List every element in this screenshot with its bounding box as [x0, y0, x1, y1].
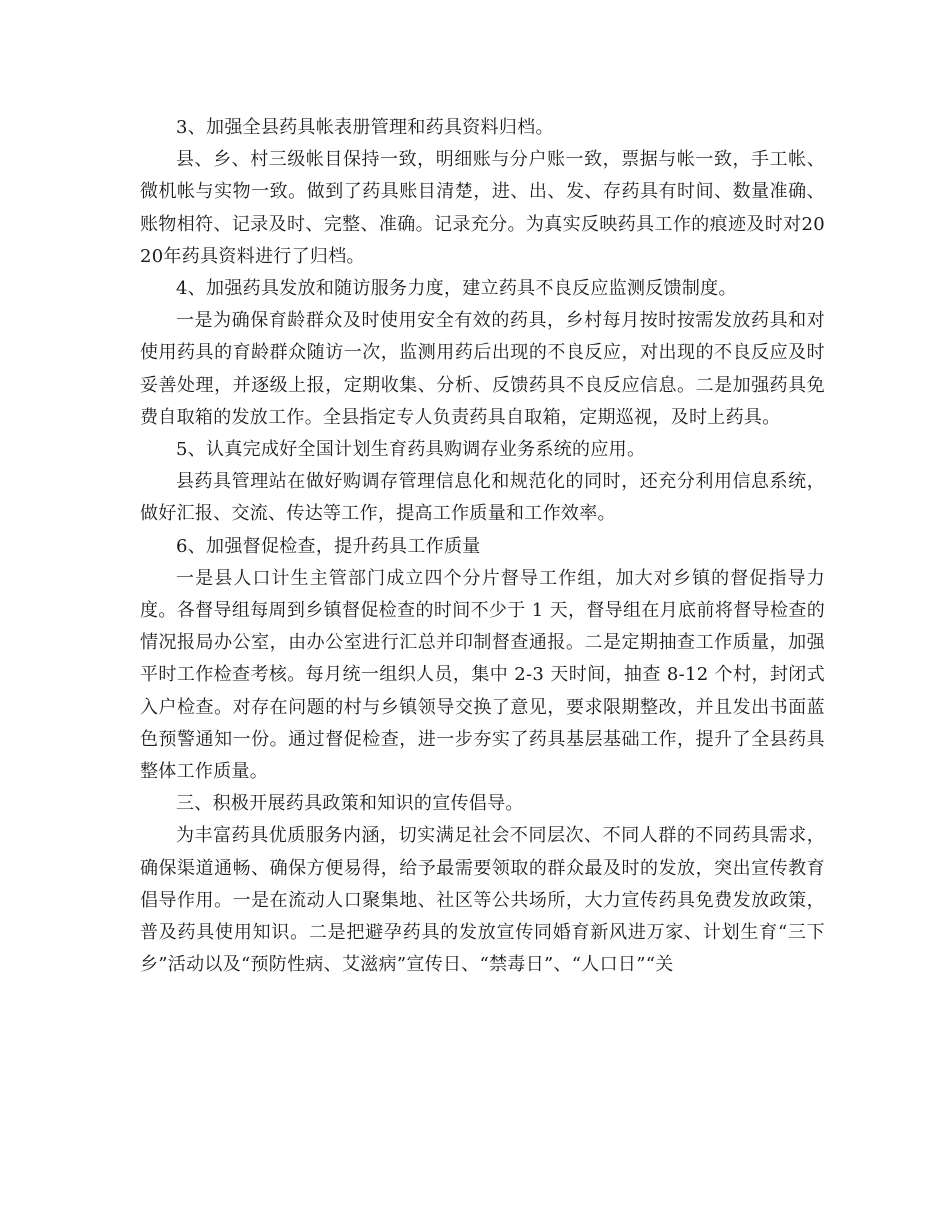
document-body	[140, 112, 825, 981]
body-paragraph: 县药具管理站在做好购调存管理信息化和规范化的同时，还充分利用信息系统，做好汇报、交流、传达等工作，提高工作质量和工作效率。	[140, 471, 825, 525]
section-heading-3: 3、加强全县药具帐表册管理和药具资料归档。	[176, 117, 554, 138]
body-paragraph: 一是为确保育龄群众及时使用安全有效的药具，乡村每月按时按需发放药具和对使用药具的育龄群众随访一次，监测用药后出现的不良反应，对出现的不良反应及时妥善处理，并逐级上报，定期收集、分析、反馈药具不良反应信息。二是加强药具免费自取箱的发放工作。全县指定专人负责药具自取箱，定期巡视，及时上药具。	[140, 310, 825, 428]
body-paragraph: 一是县人口计生主管部门成立四个分片督导工作组，加大对乡镇的督促指导力度。各督导组每周到乡镇督促检查的时间不少于 1 天，督导组在月底前将督导检查的情况报局办公室，由办公室进行汇总并印制督查通报。二是定期抽查工作质量，加强平时工作检查考核。每月统一组织人员，集中 2-3 天时间，抽查 8-12 个村，封闭式入户检查。对存在问题的村与乡镇领导交换了意见，要求限期整改，并且发出书面蓝色预警通知一份。通过督促检查，进一步夯实了药具基层基础工作，提升了全县药具整体工作质量。	[140, 567, 825, 783]
body-paragraph: 县、乡、村三级帐目保持一致，明细账与分户账一致，票据与帐一致，手工帐、微机帐与实物一致。做到了药具账目清楚，进、出、发、存药具有时间、数量准确、账物相符、记录及时、完整、准确。记录充分。为真实反映药具工作的痕迹及时对2020年药具资料进行了归档。	[140, 149, 825, 267]
body-paragraph: 为丰富药具优质服务内涵，切实满足社会不同层次、不同人群的不同药具需求，确保渠道通畅、确保方便易得，给予最需要领取的群众最及时的发放，突出宣传教育倡导作用。一是在流动人口聚集地、社区等公共场所，大力宣传药具免费发放政策，普及药具使用知识。二是把避孕药具的发放宣传同婚育新风进万家、计划生育“三下乡”活动以及“预防性病、艾滋病”宣传日、“禁毒日”、“人口日”“关	[140, 825, 825, 976]
section-heading-6: 6、加强督促检查，提升药具工作质量	[176, 535, 481, 557]
section-heading-5: 5、认真完成好全国计划生育药具购调存业务系统的应用。	[176, 439, 646, 461]
section-heading-4: 4、加强药具发放和随访服务力度，建立药具不良反应监测反馈制度。	[176, 278, 737, 300]
chapter-heading-3: 三、积极开展药具政策和知识的宣传倡导。	[176, 793, 524, 815]
